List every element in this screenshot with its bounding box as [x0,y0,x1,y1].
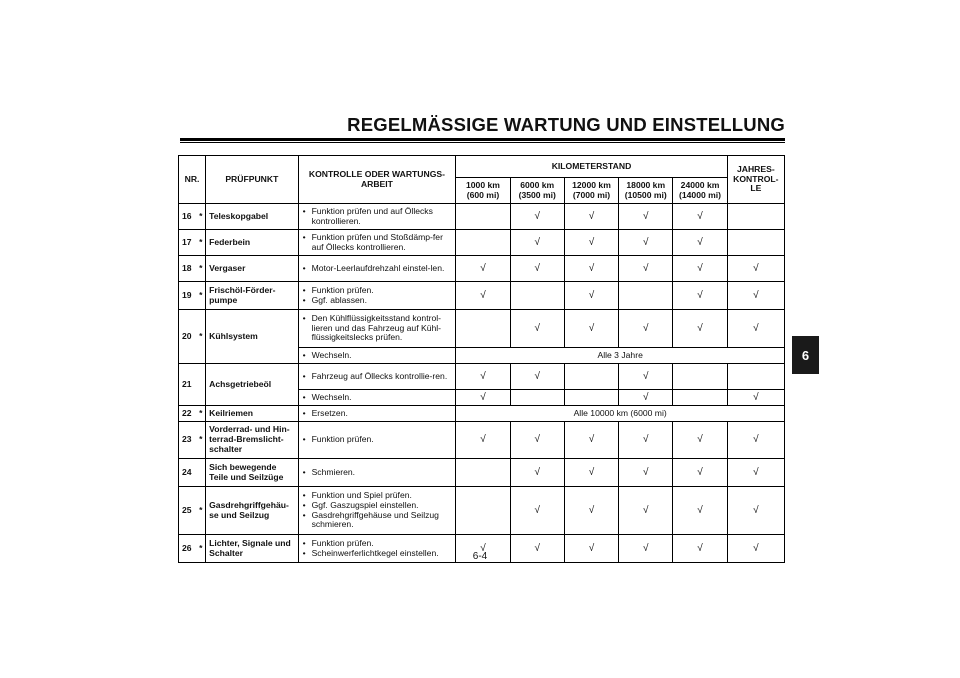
title-rule-thin [180,142,785,143]
table-row: 17 * Federbein • Funktion prüfen und Stoßdämp-fer auf Öllecks kontrollieren. √ √ √ √ [179,230,785,256]
km-col-4: 18000 km (10500 mi) [619,178,673,204]
page-title: REGELMÄSSIGE WARTUNG UND EINSTELLUNG [347,114,785,135]
km-col-1: 1000 km (600 mi) [456,178,510,204]
table-row: • Wechseln. Alle 3 Jahre [179,348,785,364]
col-check: KONTROLLE ODER WARTUNGS-ARBEIT [298,156,456,204]
table-row: • Wechseln. √ √ √ [179,390,785,406]
col-km-group: KILOMETERSTAND [456,156,727,178]
chapter-tab: 6 [792,336,819,374]
table-row: 24 Sich bewegende Teile und Seilzüge • Schmieren. √ √ √ √ √ [179,459,785,487]
table-row: 26 * Lichter, Signale und Schalter • Funktion prüfen. • Scheinwerferlichtkegel einstellen. √ √ √ √ √ √ [179,535,785,563]
table-row: 20 * Kühlsystem • Den Kühlflüssigkeitsstand kontrol-lieren und das Fahrzeug auf Kühl-flüssigkeitslecks prüfen. √ √ √ √ √ [179,310,785,348]
col-point: PRÜFPUNKT [206,156,298,204]
col-annual: JAHRES-KONTROL-LE [727,156,784,204]
table-row: 19 * Frischöl-Förder-pumpe • Funktion prüfen. • Ggf. ablassen. √ √ √ √ [179,282,785,310]
km-col-3: 12000 km (7000 mi) [564,178,618,204]
table-row: 23 * Vorderrad- und Hin-terrad-Bremslicht-schalter • Funktion prüfen. √ √ √ √ √ √ [179,422,785,459]
km-col-2: 6000 km (3500 mi) [510,178,564,204]
col-nr: NR. [179,156,206,204]
table-row: 16 * Teleskopgabel • Funktion prüfen und auf Öllecks kontrollieren. √ √ √ √ [179,204,785,230]
table-row: 22 * Keilriemen • Ersetzen. Alle 10000 km (6000 mi) [179,406,785,422]
title-rule [180,138,785,141]
maintenance-table [178,155,785,563]
page-number: 6-4 [472,551,488,562]
table-row: 25 * Gasdrehgriffgehäu-se und Seilzug • Funktion und Spiel prüfen. • Ggf. Gaszugspiel einstellen. • Gasdrehgriffgehäuse und Seilzug schmieren. √ √ √ √ √ [179,487,785,535]
km-col-5: 24000 km (14000 mi) [673,178,727,204]
table-row: 21 Achsgetriebeöl • Fahrzeug auf Öllecks kontrollie-ren. √ √ √ [179,364,785,390]
table-row: 18 * Vergaser • Motor-Leerlaufdrehzahl einstel-len. √ √ √ √ √ √ [179,256,785,282]
